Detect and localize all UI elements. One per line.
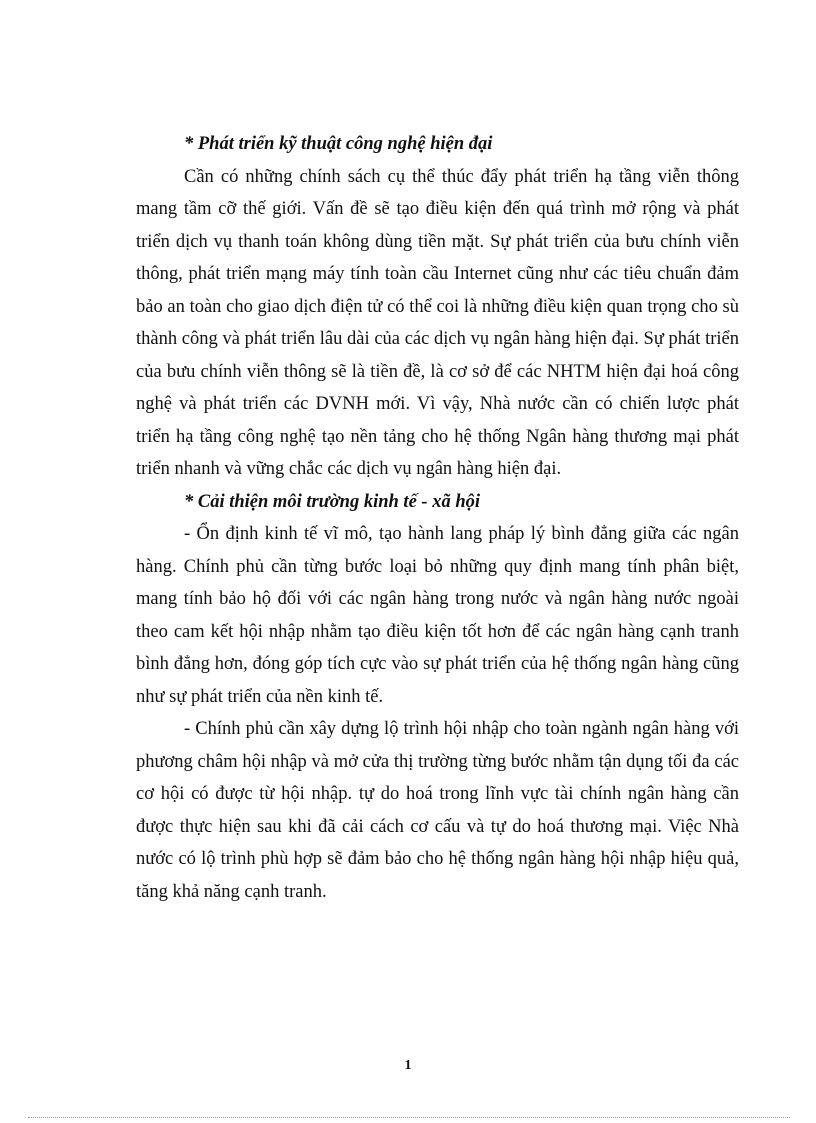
section-heading-environment: * Cải thiện môi trường kinh tế - xã hội bbox=[184, 491, 480, 512]
page-body bbox=[136, 128, 739, 908]
page-number: 1 bbox=[404, 1058, 412, 1073]
paragraph-integration-roadmap: - Chính phủ cần xây dựng lộ trình hội nhập cho toàn ngành ngân hàng với phương châm hội nhập và mở cửa thị trường từng bước nhằm tận dụng tối đa các cơ hội có được từ hội nhập. tự do hoá trong lĩnh vực tài chính ngân hàng cần được thực hiện sau khi đã cải cách cơ cấu và tự do hoá thương mại. Việc Nhà nước có lộ trình phù hợp sẽ đảm bảo cho hệ thống ngân hàng hội nhập hiệu quả, tăng khả năng cạnh tranh. bbox=[136, 719, 739, 902]
paragraph-technology: Cần có những chính sách cụ thể thúc đẩy phát triển hạ tầng viễn thông mang tầm cỡ thế giới. Vấn đề sẽ tạo điều kiện đến quá trình mở rộng và phát triển dịch vụ thanh toán không dùng tiền mặt. Sự phát triển của bưu chính viễn thông, phát triển mạng máy tính toàn cầu Internet cũng như các tiêu chuẩn đảm bảo an toàn cho giao dịch điện tử có thể coi là những điều kiện quan trọng cho sù thành công và phát triển lâu dài của các dịch vụ ngân hàng hiện đại. Sự phát triển của bưu chính viễn thông sẽ là tiền đề, là cơ sở để các NHTM hiện đại hoá công nghệ và phát triển các DVNH mới. Vì vậy, Nhà nước cần có chiến lược phát triển hạ tầng công nghệ tạo nền tảng cho hệ thống Ngân hàng thương mại phát triển nhanh và vững chắc các dịch vụ ngân hàng hiện đại. bbox=[136, 166, 739, 479]
paragraph-macro-stability: - Ổn định kinh tế vĩ mô, tạo hành lang pháp lý bình đẳng giữa các ngân hàng. Chính phủ cần từng bước loại bỏ những quy định mang tính phân biệt, mang tính bảo hộ đối với các ngân hàng trong nước và ngân hàng nước ngoài theo cam kết hội nhập nhằm tạo điều kiện tốt hơn để các ngân hàng cạnh tranh bình đẳng hơn, đóng góp tích cực vào sự phát triển của hệ thống ngân hàng cũng như sự phát triển của nền kinh tế. bbox=[136, 524, 739, 707]
section-heading-technology: * Phát triển kỹ thuật công nghệ hiện đại bbox=[184, 134, 493, 154]
page-bottom-divider bbox=[28, 1117, 790, 1118]
